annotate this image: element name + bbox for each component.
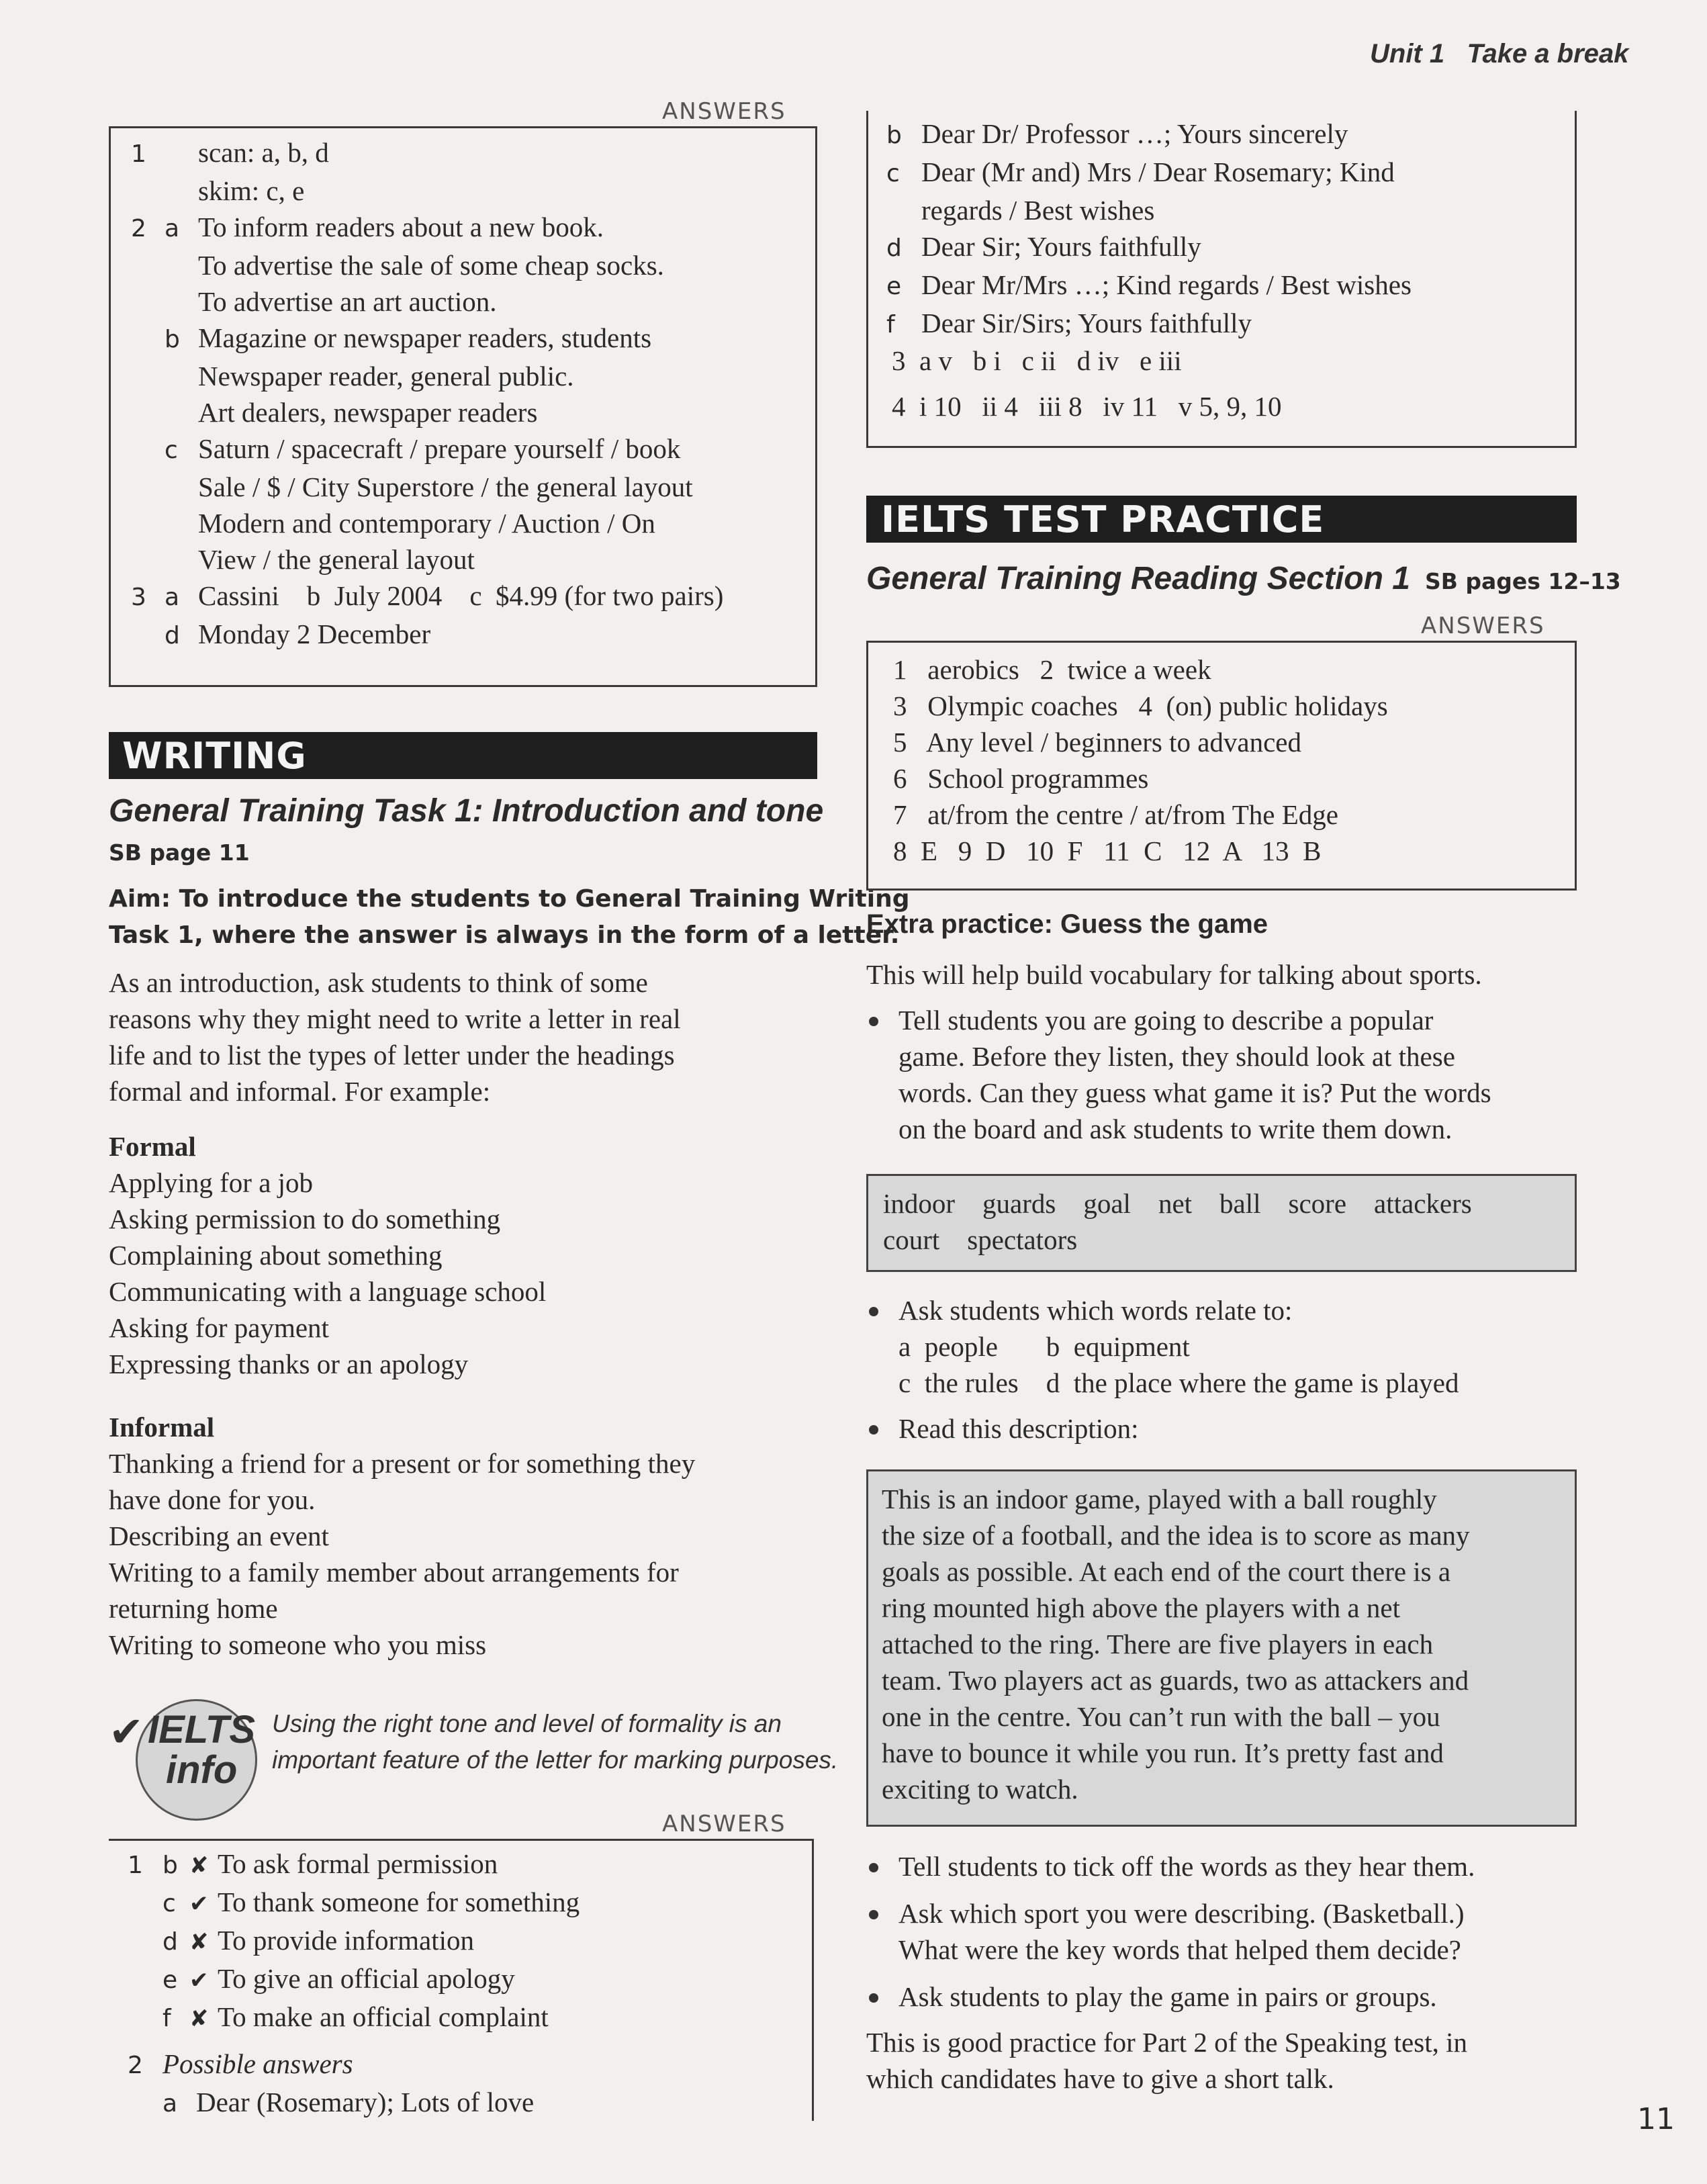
answer-row [128,1884,580,1922]
practice-sb-pages: SB pages 12–13 [1424,568,1621,594]
answer-key: c [165,437,178,464]
bullet-line: Ask which sport you were describing. (Basketball.) [898,1898,1465,1929]
extra-bullet-2 [866,1292,1459,1401]
answer-row [131,358,809,394]
ielts-practice-heading: IELTS TEST PRACTICE [881,498,1325,541]
answers-label: ANSWERS [658,98,790,125]
writing-subtitle: General Training Task 1: Introduction and tone [109,793,824,829]
answer-row [886,305,1412,343]
practice-subtitle: General Training Reading Section 1 [866,561,1410,596]
possible-key: a [163,2090,178,2118]
formal-item: Complaining about something [109,1240,443,1271]
informal-item: Thanking a friend for a present or for something they [109,1448,696,1479]
bullet-icon [869,1993,878,2003]
answer-row [128,1960,580,1999]
answer-row [131,578,809,616]
unit-label: Unit 1 [1370,39,1445,69]
possible-answers: 2 Possible answers a Dear (Rosemary); Lots of love [128,2046,534,2122]
description-line: exciting to watch. [882,1774,1078,1805]
answer-key: a [165,215,180,242]
extra-bullet-4 [866,1848,1475,1884]
practice-answer-line: 7 at/from the centre / at/from The Edge [893,799,1338,830]
answer-text: Newspaper reader, general public. [198,361,574,392]
answer-row [131,541,809,578]
answer-row [131,430,809,469]
bullet-icon [869,1017,878,1026]
practice-answer-line: 1 aerobics 2 twice a week [893,654,1211,685]
description-line: one in the centre. You can’t run with the ball – you [882,1701,1440,1732]
description-line: the size of a football, and the idea is to score as many [882,1520,1470,1551]
extra-bullet-6 [866,1978,1437,2015]
informal-item: Describing an event [109,1520,329,1551]
answer-text: regards / Best wishes [921,195,1155,226]
formal-item: Asking permission to do something [109,1203,501,1234]
bullet-line: Ask students to play the game in pairs or groups. [898,1981,1437,2012]
answer-row [131,394,809,430]
answer-row [886,116,1412,154]
answer-line-4: 4 i 10 ii 4 iii 8 iv 11 v 5, 9, 10 [892,391,1282,422]
answer-text: Dear Sir/Sirs; Yours faithfully [921,308,1252,338]
informal-item: have done for you. [109,1484,316,1515]
answer-text: To ask formal permission [218,1848,498,1879]
answer-row [131,505,809,541]
answer-row [131,247,809,283]
answer-text: Art dealers, newspaper readers [198,397,538,428]
page-number: 11 [1637,2102,1675,2136]
answer-row [131,469,809,505]
informal-item: Writing to a family member about arrangements for [109,1557,679,1588]
mark-icon: ✘ [189,2005,209,2032]
answer-row [128,1999,580,2037]
answer-text: Sale / $ / City Superstore / the general layout [198,471,693,502]
answer-row [128,1846,580,1884]
intro-line: reasons why they might need to write a letter in real [109,1003,681,1034]
answer-number: 3 [131,584,146,611]
bullet-line: on the board and ask students to write them down. [898,1113,1452,1144]
informal-heading: Informal [109,1412,215,1443]
answer-key: a [165,584,180,611]
extra-heading: Extra practice: Guess the game [866,909,1268,939]
answers-label: ANSWERS [1417,612,1549,639]
answer-text: Magazine or newspaper readers, students [198,322,652,353]
writing-heading-bar [109,732,817,779]
closing-line: This is good practice for Part 2 of the Speaking test, in [866,2027,1467,2058]
writing-heading: WRITING [122,735,307,777]
answer-text: To thank someone for something [218,1886,580,1917]
bullet-line: Ask students which words relate to: [898,1295,1293,1326]
informal-item: Writing to someone who you miss [109,1629,487,1660]
informal-list [109,1409,695,1663]
ielts-info-text [272,1706,838,1778]
practice-answers [893,651,1388,869]
answer-text: Monday 2 December [198,619,431,649]
relate-line: a people b equipment [898,1331,1190,1362]
ielts-info-line: important feature of the letter for marking purposes. [272,1746,839,1774]
description-line: have to bounce it while you run. It’s pretty fast and [882,1737,1444,1768]
answer-row [131,173,809,209]
answer-text: To inform readers about a new book. [198,212,604,242]
bullet-line: What were the key words that helped them decide? [898,1934,1461,1965]
answers-label: ANSWERS [658,1811,790,1837]
answer-row [886,154,1412,192]
answer-text: To make an official complaint [218,2001,549,2032]
practice-subtitle-row [866,560,1621,597]
writing-intro [109,964,681,1109]
word-box [866,1174,1577,1272]
extra-bullet-1 [866,1002,1491,1147]
practice-answer-line: 3 Olympic coaches 4 (on) public holidays [893,690,1388,721]
informal-item: returning home [109,1593,278,1624]
bullet-icon [869,1425,878,1435]
answer-key: d [163,1928,178,1956]
description-line: goals as possible. At each end of the court there is a [882,1556,1451,1587]
answer-text: Dear Mr/Mrs …; Kind regards / Best wishes [921,269,1412,300]
answer-text: Cassini b July 2004 c $4.99 (for two pairs) [198,580,724,611]
answer-text: View / the general layout [198,544,475,575]
writing-answers-list [128,1846,580,2037]
answer-row [131,320,809,358]
formal-item: Applying for a job [109,1167,314,1198]
unit-title: Take a break [1467,39,1629,69]
answer-text: To advertise the sale of some cheap socks. [198,250,664,281]
word-box-line: court spectators [883,1224,1078,1255]
answer-row [886,267,1412,305]
intro-line: As an introduction, ask students to think of some [109,967,648,998]
answer-row [128,1922,580,1960]
answer-row [886,228,1412,267]
bullet-icon [869,1307,878,1316]
answer-key: b [165,326,180,353]
bullet-line: Tell students you are going to describe a popular [898,1005,1434,1036]
answer-text: To give an official apology [218,1963,515,1994]
answer-text: To advertise an art auction. [198,286,497,317]
answer-row [131,209,809,247]
answers-list [131,134,809,654]
mark-icon: ✔ [189,1967,209,1994]
practice-answer-line: 6 School programmes [893,763,1149,794]
answer-text: scan: a, b, d [198,137,329,168]
extra-bullet-3 [866,1410,1139,1447]
answer-row [131,134,809,173]
answer-text: To provide information [218,1925,474,1956]
answer-text: Saturn / spacecraft / prepare yourself / book [198,433,681,464]
mark-icon: ✘ [189,1929,209,1956]
bullet-line: Read this description: [898,1413,1139,1444]
answer-key: c [886,160,900,187]
badge-subtitle: info [166,1748,238,1792]
ielts-info-line: Using the right tone and level of formality is an [272,1710,782,1737]
answer-key: e [163,1966,178,1994]
answer-key: b [163,1852,178,1879]
answer-number: 1 [128,1852,143,1879]
bullet-line: words. Can they guess what game it is? Put the words [898,1077,1491,1108]
possible-first: Dear (Rosemary); Lots of love [196,2087,535,2118]
answer-key: b [886,122,902,149]
formal-heading: Formal [109,1131,196,1162]
badge-tick-icon: ✔ [109,1709,144,1756]
answer-number: 2 [131,215,146,242]
answer-key: e [886,273,902,300]
description-line: This is an indoor game, played with a ball roughly [882,1484,1437,1514]
formal-item: Asking for payment [109,1312,329,1343]
writing-aim [109,881,909,954]
answer-number: 1 [131,140,146,168]
ielts-info-badge [109,1692,257,1820]
extra-intro: This will help build vocabulary for talking about sports. [866,959,1482,990]
description-line: ring mounted high above the players with a net [882,1592,1400,1623]
bullet-icon [869,1910,878,1919]
bullet-line: game. Before they listen, they should look at these [898,1041,1455,1072]
answers-list-top-right [886,116,1412,343]
relate-line: c the rules d the place where the game is played [898,1367,1459,1398]
aim-line: Aim: To introduce the students to General Training Writing [109,885,910,913]
possible-label: Possible answers [163,2048,353,2079]
formal-item: Expressing thanks or an apology [109,1349,469,1379]
mark-icon: ✔ [189,1891,209,1917]
answer-key: f [886,311,895,338]
extra-closing [866,2024,1467,2097]
word-box-line: indoor guards goal net ball score attackers [883,1188,1472,1219]
description-box [866,1469,1577,1827]
answer-text: Dear Sir; Yours faithfully [921,231,1201,262]
answer-key: c [163,1890,176,1917]
answer-key: d [886,234,902,262]
bullet-icon [869,1863,878,1872]
answer-line-3: 3 a v b i c ii d iv e iii [892,345,1182,376]
practice-answer-line: 8 E 9 D 10 F 11 C 12 A 13 B [893,835,1322,866]
answer-text: Modern and contemporary / Auction / On [198,508,655,539]
answer-row [131,616,809,654]
extra-bullet-5 [866,1895,1465,1968]
intro-line: life and to list the types of letter under the headings [109,1040,675,1071]
formal-list [109,1128,546,1382]
answer-row [886,192,1412,228]
formal-item: Communicating with a language school [109,1276,547,1307]
badge-title: IELTS [148,1708,256,1751]
practice-answer-line: 5 Any level / beginners to advanced [893,727,1301,758]
writing-sb-page: SB page 11 [109,839,250,866]
intro-line: formal and informal. For example: [109,1076,491,1107]
bullet-line: Tell students to tick off the words as they hear them. [898,1851,1475,1882]
answer-text: Dear (Mr and) Mrs / Dear Rosemary; Kind [921,156,1395,187]
answer-row [131,283,809,320]
description-line: attached to the ring. There are five players in each [882,1629,1434,1659]
ielts-practice-bar [866,496,1577,543]
mark-icon: ✘ [189,1852,209,1879]
answer-key: d [165,622,180,649]
answer-text: Dear Dr/ Professor …; Yours sincerely [921,118,1348,149]
running-header [1370,39,1628,69]
closing-line: which candidates have to give a short talk. [866,2063,1334,2094]
aim-line: Task 1, where the answer is always in the form of a letter. [109,921,900,949]
answer-key: f [163,2005,171,2032]
description-line: team. Two players act as guards, two as attackers and [882,1665,1469,1696]
answer-text: skim: c, e [198,175,305,206]
